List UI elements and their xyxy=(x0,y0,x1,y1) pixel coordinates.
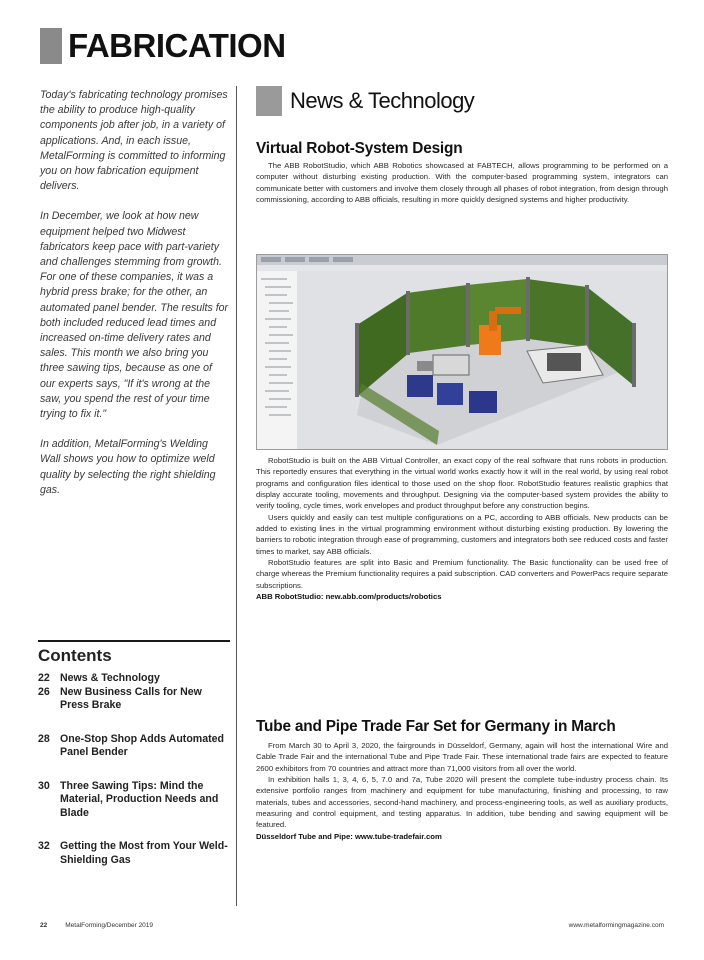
robot-cell-illustration xyxy=(257,255,668,450)
toc-page-number: 22 xyxy=(38,672,50,684)
toc-item[interactable] xyxy=(38,686,230,713)
footer-left xyxy=(40,922,153,929)
article-paragraph: In exhibition halls 1, 3, 4, 6, 5, 7.0 and 7a, Tube 2020 will present the complete tube-industry process chain. Its extensive portfolio ranges from machinery and equipment for tube manufacturing, finishing and processing, to raw materials, tubes and accessories, second-hand machinery, and process-engineering tools, as well as auxiliary products, measuring and control equipment, and testing apparatus. In addition, tube bending and sawing equipment will be featured. xyxy=(256,775,668,830)
toc-label: Three Sawing Tips: Mind the Material, Production Needs and Blade xyxy=(60,779,219,819)
article-link[interactable]: ABB RobotStudio: new.abb.com/products/robotics xyxy=(256,592,442,602)
intro-text xyxy=(40,88,230,513)
news-marker-block xyxy=(256,86,282,116)
toc-label: New Business Calls for New Press Brake xyxy=(60,685,202,711)
column-divider xyxy=(236,86,237,906)
article-paragraph: The ABB RobotStudio, which ABB Robotics showcased at FABTECH, allows programming to be performed on a computer without disturbing existing production. With the computer-based programming system, integrators can communicate better with customers and involve them closely through all phases of robot integration, from design through commissioning, according to ABB officials, resulting in more quickly designed systems and higher productivity. xyxy=(256,161,668,205)
footer-page-number: 22 xyxy=(40,922,48,929)
toc-page-number: 28 xyxy=(38,732,50,745)
intro-paragraph: In addition, MetalForming's Welding Wall shows you how to optimize weld quality by selecting the right shielding gas. xyxy=(40,438,216,496)
toc-item[interactable] xyxy=(38,840,230,867)
toc-item[interactable] xyxy=(38,733,230,760)
toc-label: One-Stop Shop Adds Automated Panel Bender xyxy=(60,732,224,758)
article-title: Virtual Robot-System Design xyxy=(256,140,463,157)
toc-page-number: 32 xyxy=(38,840,50,852)
article-paragraph: From March 30 to April 3, 2020, the fairgrounds in Düsseldorf, Germany, again will host the international Wire and Cable Trade Fair and the international Tube and Pipe Trade Fair. These international trade fairs are expected to feature 2600 exhibitors from 70 countries and attract more than 71,000 visitors from all over the world. xyxy=(256,741,668,773)
intro-paragraph: Today's fabricating technology promises the ability to produce high-quality components job after job, in a variety of applications. And, in each issue, MetalForming is committed to informing you on how fabrication equipment delivers. xyxy=(40,89,228,193)
toc-label: News & Technology xyxy=(60,672,160,684)
toc-item[interactable] xyxy=(38,780,230,821)
article-paragraph: RobotStudio is built on the ABB Virtual Controller, an exact copy of the real software that runs robots in production. This reportedly ensures that everything in the virtual world works exactly how it will in the real world, by using real robot programs and configuration files identical to those used on the shop floor. RobotStudio features realistic graphics that display accurate tooling, movements and throughput. Designing via the computer-based system provides the ability to verify tooling, cycle times, work envelopes and product throughput before any construction begins. xyxy=(256,456,668,511)
contents-rule xyxy=(38,640,230,642)
toc-page-number: 26 xyxy=(38,685,50,698)
robotstudio-screenshot xyxy=(256,254,668,450)
footer-issue: MetalForming/December 2019 xyxy=(65,922,154,929)
footer-website[interactable]: www.metalformingmagazine.com xyxy=(568,922,664,929)
toc-item[interactable] xyxy=(38,672,230,686)
news-header xyxy=(256,86,474,116)
news-title: News & Technology xyxy=(290,88,475,113)
article-link[interactable]: Düsseldorf Tube and Pipe: www.tube-tradefair.com xyxy=(256,831,442,841)
toc-page-number: 30 xyxy=(38,779,50,792)
article-title: Tube and Pipe Trade Far Set for Germany in March xyxy=(256,718,616,735)
article-paragraph: RobotStudio features are split into Basic and Premium functionality. The Basic functionality can be used free of charge whereas the Premium functionality requires a paid subscription. CAD converters and PowerPacs require separate subscriptions. xyxy=(256,558,668,590)
intro-paragraph: In December, we look at how new equipment helped two Midwest fabricators keep pace with part-variety and challenges stemming from growth. For one of these companies, it was a hybrid press brake; for the other, an automated panel bender. The results for both included reduced lead times and increased on-time delivery rates and sales. This month we also bring you three sawing tips, because as one of our experts says, "If it's wrong at the saw, you spend the rest of your time trying to fix it." xyxy=(40,210,229,421)
contents-box xyxy=(38,640,230,867)
article-paragraph: Users quickly and easily can test multiple configurations on a PC, according to ABB officials. New products can be added to existing lines in the virtual programming environment without disturbing existing production. By lowering the barriers to robotic integration through ease of programming, customers and integrators both see reduced costs and faster times to market, say ABB officials. xyxy=(256,512,668,556)
section-marker-block xyxy=(40,28,62,64)
section-header xyxy=(40,28,286,64)
article-body xyxy=(256,455,668,602)
article-body xyxy=(256,160,668,205)
section-title: FABRICATION xyxy=(68,27,286,64)
contents-title: Contents xyxy=(38,646,112,665)
article-body xyxy=(256,740,668,842)
toc-label: Getting the Most from Your Weld-Shielding Gas xyxy=(60,840,228,866)
